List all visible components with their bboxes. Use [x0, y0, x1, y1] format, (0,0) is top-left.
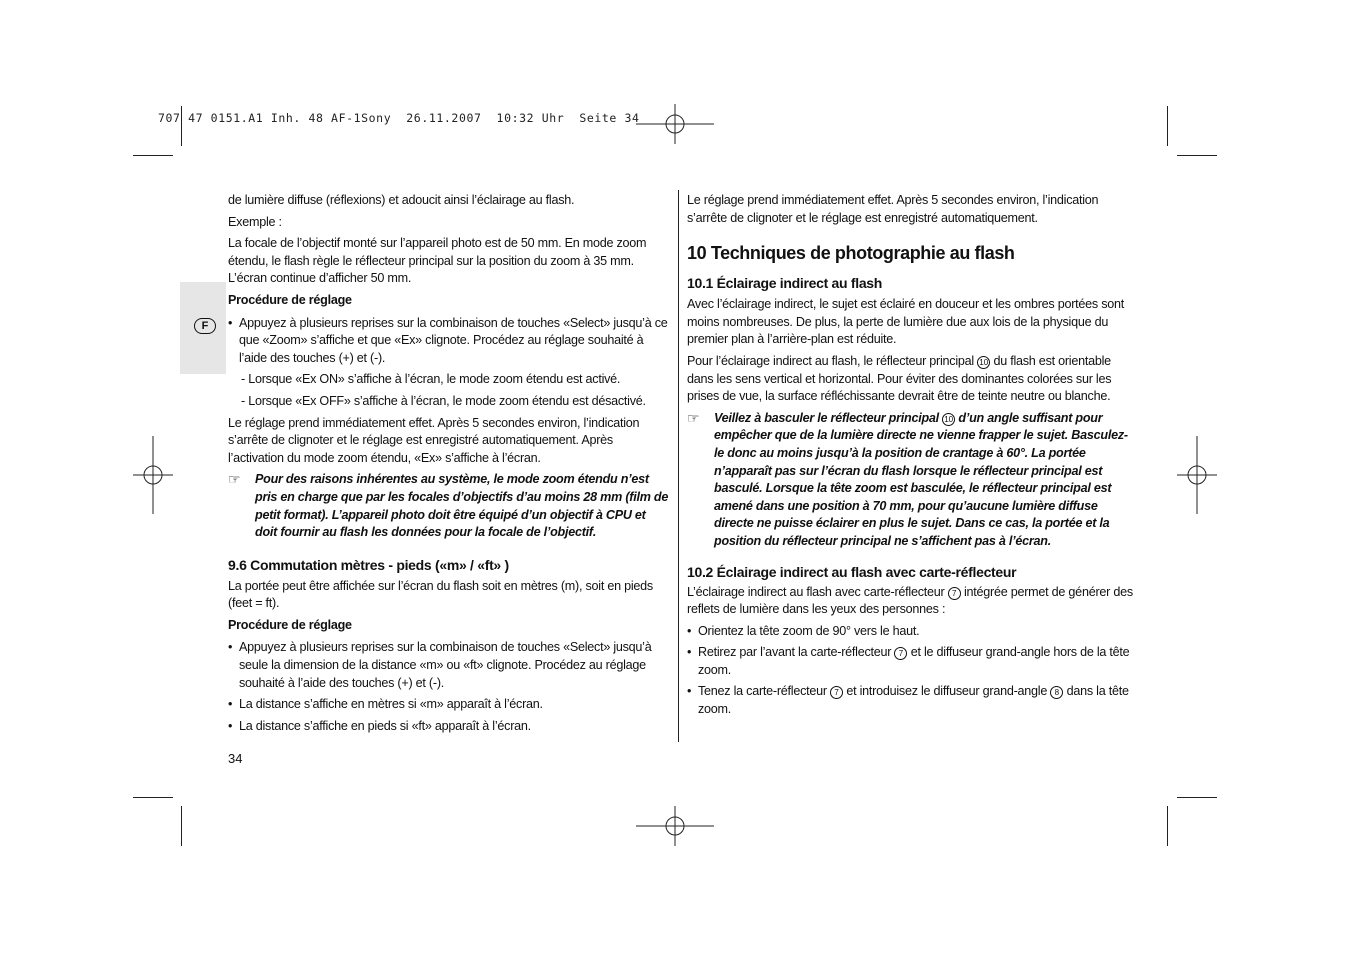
crop-mark-top-right-h — [1177, 155, 1217, 156]
list-item — [228, 315, 670, 368]
note — [228, 471, 670, 541]
paragraph: de lumière diffuse (réflexions) et adoucit ainsi l’éclairage au flash. — [228, 193, 575, 207]
paragraph: Avec l’éclairage indirect, le sujet est éclairé en douceur et les ombres portées sont moins nombreuses. De plus, la perte de lumière due aux lois de la physique du premier plan à l’arrière-plan est réduite. — [687, 297, 1125, 347]
language-tab-label: F — [194, 318, 216, 334]
registration-mark-right — [1177, 436, 1217, 514]
list-item-text-part: Retirez par l’avant la carte-réflecteur — [698, 645, 892, 660]
print-header: 707 47 0151.A1 Inh. 48 AF-1Sony 26.11.2007 10:32 Uhr Seite 34 — [158, 111, 640, 125]
list-item-text-part: Tenez la carte-réflecteur — [698, 684, 827, 699]
bullet-icon: • — [687, 623, 692, 638]
bullet-icon: • — [228, 697, 233, 712]
list-item — [687, 623, 1133, 641]
paragraph-text: du flash est orientable dans les sens vertical et horizontal. Pour éviter des dominantes colorées sur les prises de vue, la surface réfléchissante devrait être de teinte neutre ou blanche. — [687, 353, 1112, 404]
section-heading-9-6: 9.6 Commutation mètres - pieds («m» / «ft» ) — [228, 556, 509, 573]
bullet-icon: • — [228, 315, 233, 330]
crop-mark-bottom-left-v — [181, 806, 182, 846]
paragraph: Le réglage prend immédiatement effet. Après 5 secondes environ, l’indication s’arrête de clignoter et le réglage est enregistré automatiquement. — [687, 193, 1099, 225]
list-item — [228, 696, 670, 714]
crop-mark-bottom-right-v — [1167, 806, 1168, 846]
list-item-text: Appuyez à plusieurs reprises sur la combinaison de touches «Select» jusqu’à seule la dimension de la distance «m» ou «ft» clignote. Procédez au réglage souhaité à l’aide des touches (+) et (-). — [239, 640, 652, 690]
list-item-text — [698, 644, 1133, 679]
list-item-text — [698, 683, 1133, 718]
dash-item: - Lorsque «Ex OFF» s’affiche à l’écran, le mode zoom étendu est désactivé. — [241, 393, 646, 408]
bullet-icon: • — [228, 640, 233, 655]
paragraph-text: L’éclairage indirect au flash avec carte-réflecteur — [687, 584, 945, 599]
paragraph: Le réglage prend immédiatement effet. Après 5 secondes environ, l’indication s’arrête de clignoter et le réglage est enregistré automatiquement. Après l’activation du mode zoom étendu, «Ex» s’affiche à l’écran. — [228, 415, 640, 465]
paragraph — [687, 584, 1133, 619]
list-item-text-part: dans la tête zoom. — [698, 684, 1129, 717]
note-text-part: d’un angle suffisant pour empêcher que de la lumière directe ne vienne frapper le sujet. Basculez-le donc au moins jusqu’à la position de crantage à 60°. La portée n’apparaît pas sur l’écran du flash lorsque le réflecteur principal est basculé. Lorsque la tête zoom est basculée, le réflecteur principal est amené dans une position à 70 mm, pour qu’aucune lumière diffuse directe ne puisse éclairer en plus le sujet. Dans ce cas, la portée et la position du réflecteur principal ne s’affichent pas à l’écran. — [714, 410, 1128, 548]
procedure-heading: Procédure de réglage — [228, 617, 352, 632]
paragraph-text: Pour l’éclairage indirect au flash, le réflecteur principal — [687, 353, 974, 368]
paragraph: La focale de l’objectif monté sur l’appareil photo est de 50 mm. En mode zoom étendu, le flash règle le réflecteur principal sur la position du zoom à 35 mm. L’écran continue d’afficher 50 mm. — [228, 236, 647, 286]
bullet-icon: • — [228, 718, 233, 733]
list-item — [228, 639, 670, 692]
left-column — [228, 192, 670, 739]
circled-reference-number: 7 — [948, 587, 961, 600]
paragraph — [687, 353, 1133, 406]
bullet-icon: • — [687, 645, 692, 660]
note-text — [714, 410, 1133, 551]
dash-item: - Lorsque «Ex ON» s’affiche à l’écran, le mode zoom étendu est activé. — [241, 372, 621, 387]
note — [687, 410, 1133, 551]
section-heading-10-1: 10.1 Éclairage indirect au flash — [687, 275, 883, 292]
crop-mark-top-right-v — [1167, 106, 1168, 146]
note-text-part: Veillez à basculer le réflecteur principal — [714, 410, 939, 425]
bullet-icon: • — [687, 684, 692, 699]
circled-reference-number: 10 — [942, 413, 955, 426]
list-item-text: Orientez la tête zoom de 90° vers le haut. — [698, 623, 920, 638]
crop-mark-top-left-h — [133, 155, 173, 156]
crop-mark-bottom-left-h — [133, 797, 173, 798]
column-divider — [678, 190, 679, 742]
section-heading-10-2: 10.2 Éclairage indirect au flash avec carte-réflecteur — [687, 563, 1017, 580]
registration-mark-top — [636, 104, 714, 144]
circled-reference-number: 8 — [1050, 686, 1063, 699]
procedure-heading: Procédure de réglage — [228, 292, 352, 307]
list-item — [687, 644, 1133, 679]
circled-reference-number: 7 — [830, 686, 843, 699]
pointing-hand-icon: ☞ — [228, 471, 241, 488]
list-item — [687, 683, 1133, 718]
list-item-text: Appuyez à plusieurs reprises sur la combinaison de touches «Select» jusqu’à ce que «Zoom» s’affiche et que «Ex» clignote. Procédez au réglage souhaité à l’aide des touches (+) et (-). — [239, 315, 668, 365]
registration-mark-bottom — [636, 806, 714, 846]
list-item-text-part: et le diffuseur grand-angle hors de la tête zoom. — [698, 645, 1130, 677]
list-item-text: La distance s’affiche en mètres si «m» apparaît à l’écran. — [239, 697, 543, 712]
crop-mark-bottom-right-h — [1177, 797, 1217, 798]
paragraph: La portée peut être affichée sur l’écran du flash soit en mètres (m), soit en pieds (feet = ft). — [228, 578, 653, 611]
right-column — [687, 192, 1133, 723]
list-item-text: La distance s’affiche en pieds si «ft» apparaît à l’écran. — [239, 718, 531, 733]
paragraph-text: intégrée permet de générer des reflets de lumière dans les yeux des personnes : — [687, 584, 1133, 617]
pointing-hand-icon: ☞ — [687, 409, 700, 426]
registration-mark-left — [133, 436, 173, 514]
paragraph: Exemple : — [228, 214, 282, 229]
list-item — [228, 718, 670, 736]
circled-reference-number: 10 — [977, 356, 990, 369]
chapter-heading-10: 10 Techniques de photographie au flash — [687, 243, 1015, 264]
note-text: Pour des raisons inhérentes au système, le mode zoom étendu n’est pris en charge que par les focales d’objectifs d’au moins 28 mm (film de petit format). L’appareil photo doit être équipé d’un objectif à CPU et doit fournir au flash les données pour la focale de l’objectif. — [255, 472, 669, 540]
list-item-text-part: et introduisez le diffuseur grand-angle — [846, 684, 1048, 699]
circled-reference-number: 7 — [894, 647, 907, 660]
page-number: 34 — [228, 751, 243, 766]
